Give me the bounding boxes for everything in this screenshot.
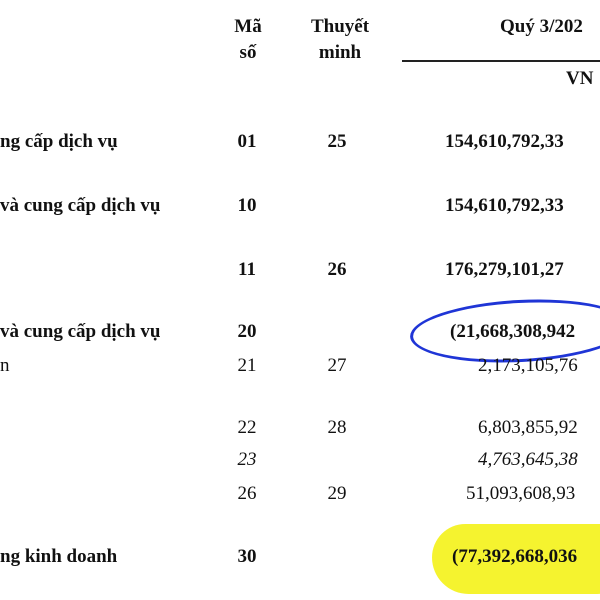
row-value: 51,093,608,93	[466, 483, 576, 504]
code-column-header	[228, 14, 268, 66]
currency-header: VN	[566, 68, 594, 89]
row-note: 25	[327, 131, 347, 152]
code-header-line2: số	[239, 42, 257, 63]
row-code: 22	[237, 417, 257, 438]
note-header-line2: minh	[318, 42, 362, 63]
row-value: (77,392,668,036	[452, 546, 578, 567]
header-divider	[402, 60, 600, 62]
row-code: 10	[237, 195, 257, 216]
row-label: và cung cấp dịch vụ	[0, 321, 161, 342]
row-value: (21,668,308,942	[450, 321, 576, 342]
row-code: 21	[237, 355, 257, 376]
row-value: 2,173,105,76	[478, 355, 578, 376]
row-label: n	[0, 355, 10, 376]
row-code: 11	[238, 259, 256, 280]
note-header-line1: Thuyết	[310, 16, 370, 37]
row-code: 01	[237, 131, 257, 152]
row-value: 154,610,792,33	[445, 195, 564, 216]
row-code: 26	[237, 483, 257, 504]
row-note: 27	[327, 355, 347, 376]
row-label: ng kinh doanh	[0, 546, 118, 567]
row-label: và cung cấp dịch vụ	[0, 195, 161, 216]
row-code: 20	[237, 321, 257, 342]
row-value: 176,279,101,27	[445, 259, 564, 280]
period-header: Quý 3/202	[500, 16, 583, 37]
row-label: ng cấp dịch vụ	[0, 131, 118, 152]
row-code: 23	[237, 449, 257, 470]
row-code: 30	[237, 546, 257, 567]
row-value: 6,803,855,92	[478, 417, 578, 438]
row-note: 28	[327, 417, 347, 438]
row-note: 26	[327, 259, 347, 280]
row-value: 4,763,645,38	[478, 449, 578, 470]
row-value: 154,610,792,33	[445, 131, 564, 152]
code-header-line1: Mã	[234, 16, 262, 37]
row-note: 29	[327, 483, 347, 504]
note-column-header	[292, 14, 388, 66]
